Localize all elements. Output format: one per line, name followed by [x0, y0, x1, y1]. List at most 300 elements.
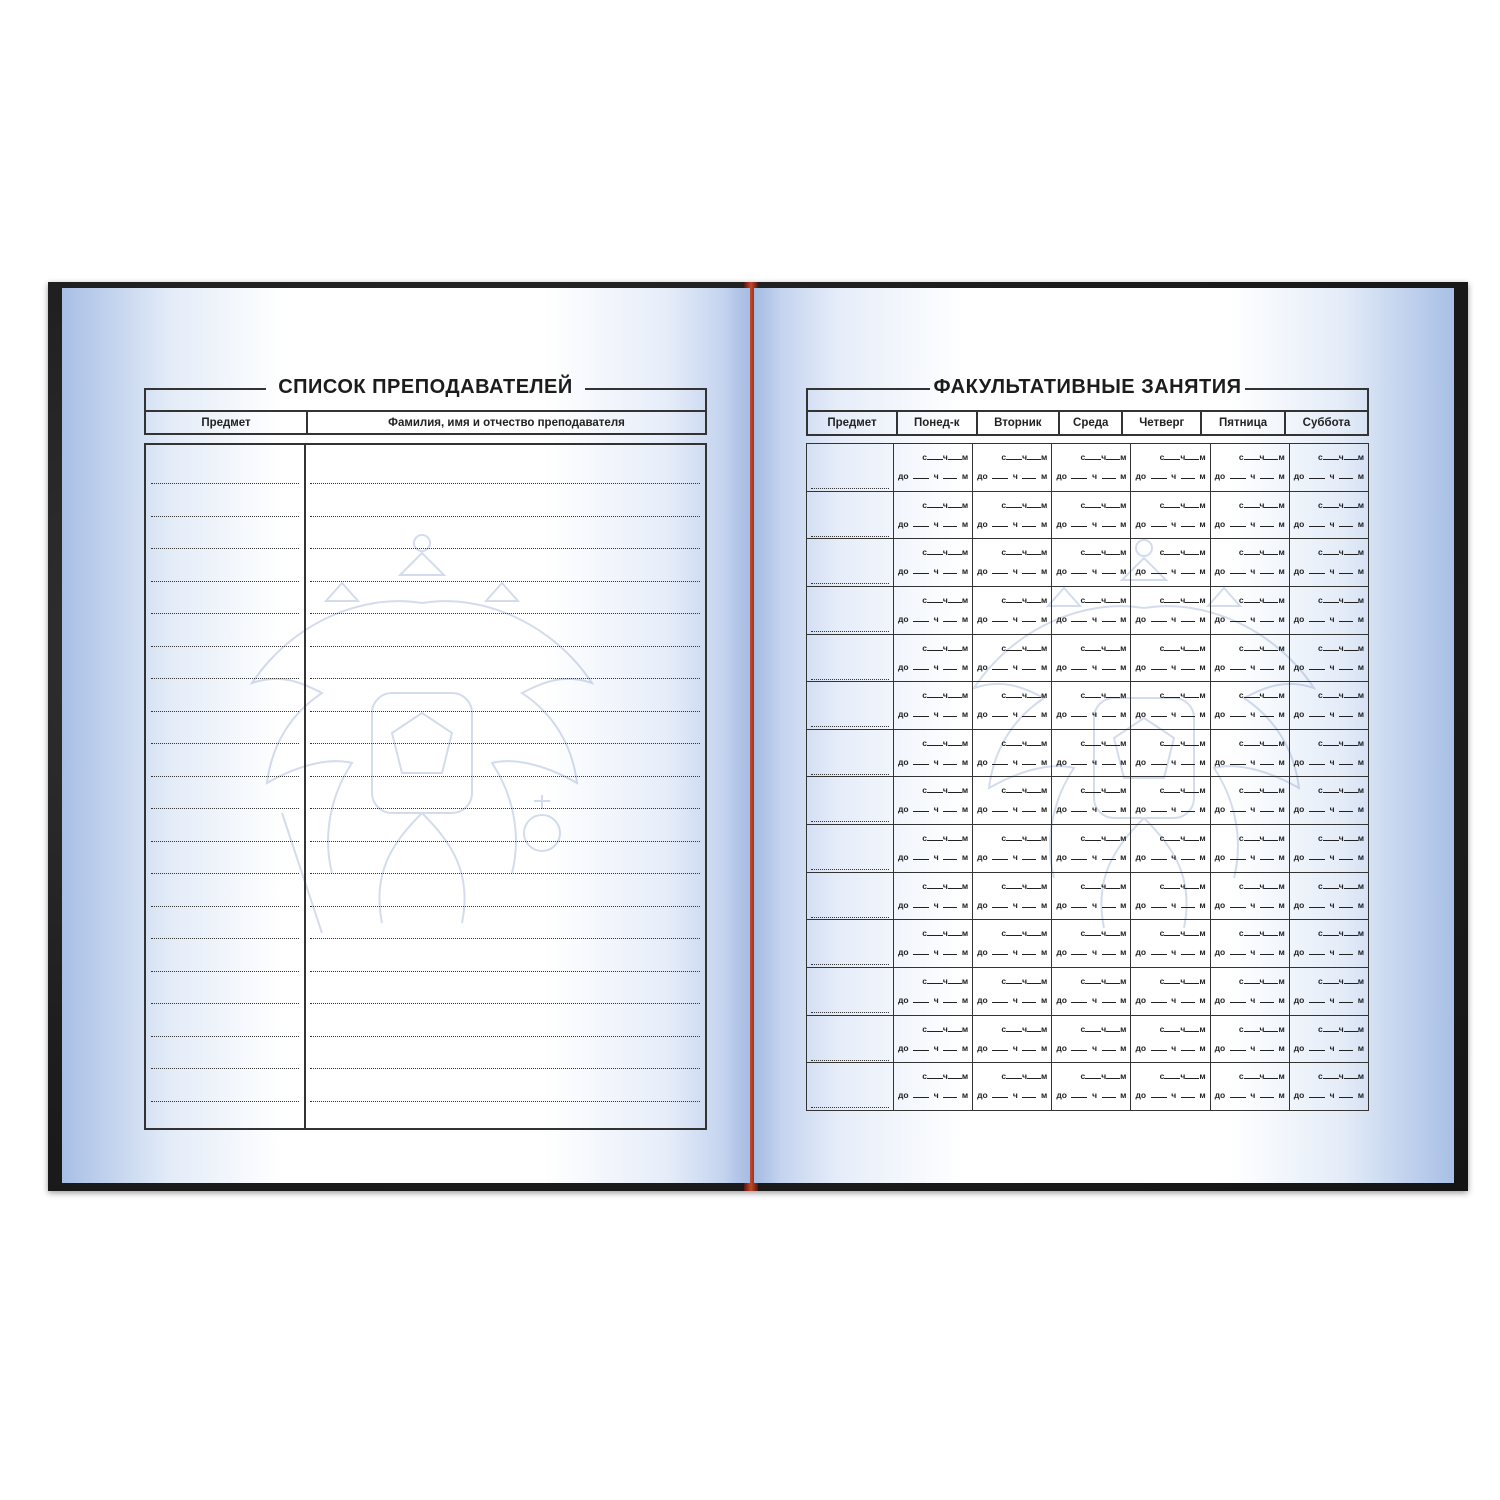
time-slot-cell[interactable]: с ч м до ч м — [1289, 682, 1368, 730]
slot-prefix: до — [977, 471, 988, 481]
slot-prefix: с — [1318, 976, 1323, 987]
slot-prefix: до — [1056, 1042, 1067, 1053]
subject-cell[interactable] — [807, 1063, 894, 1111]
slot-prefix: с — [1238, 499, 1244, 510]
slot-prefix: до — [1293, 709, 1305, 720]
slot-prefix: с — [1238, 452, 1244, 462]
slot-prefix: до — [1293, 1090, 1305, 1101]
subject-cell[interactable] — [807, 586, 894, 634]
slot-prefix: до — [898, 566, 909, 577]
time-slot-cell[interactable]: с ч м до ч м — [1289, 777, 1368, 825]
time-slot-cell[interactable]: с ч м до ч м — [1289, 634, 1368, 682]
time-slot-cell[interactable]: с ч м до ч м — [973, 539, 1052, 587]
time-slot-cell[interactable]: с ч м до ч м — [894, 777, 973, 825]
slot-prefix: с — [1001, 594, 1007, 605]
schedule-row — [807, 872, 1369, 920]
electives-title-frame — [806, 376, 1369, 412]
subject-line[interactable] — [151, 776, 299, 777]
slot-prefix: до — [1293, 566, 1305, 577]
time-slot-cell[interactable]: с ч м до ч м — [1289, 920, 1368, 968]
time-slot-cell[interactable]: с ч м до ч м — [1289, 729, 1368, 777]
slot-prefix: до — [1135, 995, 1147, 1006]
subject-line[interactable] — [151, 1068, 299, 1069]
slot-prefix: до — [977, 518, 988, 529]
subject-line[interactable] — [151, 906, 299, 907]
slot-prefix: с — [1238, 785, 1244, 796]
slot-prefix: с — [1080, 880, 1086, 891]
slot-prefix: до — [1056, 995, 1067, 1006]
time-slot-cell[interactable]: с ч м до ч м — [973, 491, 1052, 539]
slot-prefix: до — [1214, 804, 1226, 815]
time-slot-cell[interactable]: с ч м до ч м — [1289, 825, 1368, 873]
slot-prefix: до — [1293, 947, 1305, 958]
time-slot-cell[interactable]: с ч м до ч м — [973, 729, 1052, 777]
slot-prefix: с — [1159, 976, 1165, 987]
slot-prefix: с — [1238, 976, 1244, 987]
slot-prefix: до — [1135, 471, 1147, 481]
slot-prefix: с — [922, 547, 927, 558]
slot-prefix: до — [977, 661, 988, 672]
time-slot-cell[interactable]: с ч м до ч м — [1289, 1015, 1368, 1063]
time-slot-cell[interactable]: с ч м до ч м — [1131, 872, 1210, 920]
slot-prefix: до — [898, 852, 909, 863]
slot-prefix: с — [1238, 594, 1244, 605]
subject-line[interactable] — [151, 938, 299, 939]
teacher-line[interactable] — [310, 678, 700, 679]
time-slot-cell[interactable]: с ч м до ч м — [1131, 586, 1210, 634]
slot-prefix: до — [1056, 613, 1067, 624]
time-slot-cell[interactable]: с ч м до ч м — [1052, 539, 1131, 587]
time-slot-cell[interactable]: с ч м до ч м — [973, 920, 1052, 968]
time-slot-cell[interactable]: с ч м до ч м — [894, 491, 973, 539]
teacher-line[interactable] — [310, 516, 700, 517]
teacher-line[interactable] — [310, 938, 700, 939]
slot-prefix: с — [1238, 1023, 1244, 1034]
schedule-row — [807, 729, 1369, 777]
slot-prefix: до — [1214, 899, 1226, 910]
slot-prefix: с — [1080, 833, 1086, 844]
slot-prefix: с — [1318, 737, 1323, 748]
teacher-line[interactable] — [310, 743, 700, 744]
schedule-row — [807, 539, 1369, 587]
time-slot-cell[interactable]: с ч м до ч м — [1052, 825, 1131, 873]
slot-prefix: до — [1056, 1090, 1067, 1101]
slot-prefix: до — [1214, 756, 1226, 767]
slot-prefix: до — [1135, 709, 1147, 720]
slot-prefix: до — [898, 661, 909, 672]
subject-line[interactable] — [151, 743, 299, 744]
slot-prefix: до — [1135, 899, 1147, 910]
time-slot-cell[interactable]: с ч м до ч м — [1131, 634, 1210, 682]
slot-prefix: с — [922, 833, 927, 844]
slot-prefix: до — [1135, 661, 1147, 672]
slot-prefix: с — [1001, 928, 1007, 939]
subject-cell[interactable] — [807, 729, 894, 777]
slot-prefix: до — [977, 852, 988, 863]
teacher-line[interactable] — [310, 548, 700, 549]
teacher-line[interactable] — [310, 1036, 700, 1037]
slot-prefix: с — [922, 880, 927, 891]
slot-prefix: до — [977, 804, 988, 815]
slot-prefix: до — [1293, 804, 1305, 815]
time-slot-cell[interactable]: с ч м до ч м — [1131, 920, 1210, 968]
slot-prefix: до — [1293, 756, 1305, 767]
time-slot-cell[interactable]: с ч м до ч м — [1210, 491, 1289, 539]
teachers-title-frame — [144, 376, 707, 412]
slot-prefix: с — [1318, 499, 1323, 510]
schedule-row — [807, 586, 1369, 634]
time-slot-cell[interactable]: с ч м до ч м — [1052, 968, 1131, 1016]
time-slot-cell[interactable]: с ч м до ч м — [1210, 586, 1289, 634]
header-day-sat: Суббота — [1285, 411, 1368, 435]
schedule-row — [807, 444, 1369, 492]
slot-prefix: с — [1159, 642, 1165, 653]
header-teacher-name: Фамилия, имя и отчество преподавателя — [307, 411, 706, 434]
teacher-line[interactable] — [310, 971, 700, 972]
slot-prefix: с — [1318, 690, 1323, 701]
subject-line[interactable] — [151, 711, 299, 712]
time-slot-cell[interactable]: с ч м до ч м — [1052, 1015, 1131, 1063]
time-slot-cell[interactable]: с ч м до ч м — [973, 825, 1052, 873]
slot-prefix: с — [1080, 976, 1086, 987]
time-slot-cell[interactable]: с ч м до ч м — [1131, 682, 1210, 730]
subject-line[interactable] — [151, 1036, 299, 1037]
slot-prefix: с — [1001, 642, 1007, 653]
time-slot-cell[interactable]: с ч м до ч м — [1210, 444, 1289, 492]
slot-prefix: с — [1318, 642, 1323, 653]
slot-prefix: с — [1080, 642, 1086, 653]
slot-prefix: до — [898, 756, 909, 767]
schedule-row — [807, 1063, 1369, 1111]
slot-prefix: до — [1214, 947, 1226, 958]
time-slot-cell[interactable]: с ч м до ч м — [1052, 682, 1131, 730]
time-slot-cell[interactable]: с ч м до ч м — [894, 825, 973, 873]
slot-prefix: до — [1293, 613, 1305, 624]
slot-prefix: с — [922, 928, 927, 939]
slot-prefix: с — [1238, 737, 1244, 748]
subject-line[interactable] — [151, 483, 299, 484]
subject-cell[interactable] — [807, 682, 894, 730]
subject-line[interactable] — [151, 1101, 299, 1102]
time-slot-cell[interactable]: с ч м до ч м — [973, 586, 1052, 634]
slot-prefix: до — [1056, 899, 1067, 910]
slot-prefix: с — [1001, 499, 1007, 510]
slot-prefix: до — [898, 1042, 909, 1053]
time-slot-cell[interactable]: с ч м до ч м — [973, 1015, 1052, 1063]
slot-prefix: с — [1318, 547, 1323, 558]
slot-prefix: с — [922, 690, 927, 701]
slot-prefix: с — [922, 642, 927, 653]
teacher-line[interactable] — [310, 711, 700, 712]
slot-prefix: с — [1159, 547, 1165, 558]
time-slot-cell[interactable]: с ч м до ч м — [1210, 1063, 1289, 1111]
slot-prefix: до — [1214, 518, 1226, 529]
slot-prefix: до — [1214, 1042, 1226, 1053]
schedule-row — [807, 1015, 1369, 1063]
time-slot-cell[interactable]: с ч м до ч м — [1210, 634, 1289, 682]
slot-prefix: с — [922, 785, 927, 796]
slot-prefix: с — [1001, 1071, 1007, 1082]
header-subject: Предмет — [807, 411, 897, 435]
schedule-row — [807, 825, 1369, 873]
subject-line[interactable] — [151, 1003, 299, 1004]
slot-prefix: до — [977, 947, 988, 958]
slot-prefix: с — [1238, 547, 1244, 558]
slot-prefix: с — [1080, 499, 1086, 510]
time-slot-cell[interactable]: с ч м до ч м — [1289, 968, 1368, 1016]
subject-cell[interactable] — [807, 634, 894, 682]
slot-prefix: с — [1001, 547, 1007, 558]
teacher-line[interactable] — [310, 1003, 700, 1004]
teacher-line[interactable] — [310, 1068, 700, 1069]
slot-prefix: до — [1135, 852, 1147, 863]
slot-prefix: с — [1080, 785, 1086, 796]
slot-prefix: с — [1080, 737, 1086, 748]
subject-line[interactable] — [151, 873, 299, 874]
time-slot-cell[interactable]: с ч м до ч м — [894, 539, 973, 587]
subject-cell[interactable] — [807, 825, 894, 873]
slot-prefix: до — [1214, 995, 1226, 1006]
slot-prefix: с — [1318, 928, 1323, 939]
time-slot-cell[interactable]: с ч м до ч м — [1210, 729, 1289, 777]
time-slot-cell[interactable]: с ч м до ч м — [1210, 825, 1289, 873]
slot-prefix: с — [1080, 690, 1086, 701]
time-slot-cell[interactable]: с ч м до ч м — [1210, 539, 1289, 587]
slot-prefix: до — [1135, 756, 1147, 767]
slot-prefix: до — [1056, 804, 1067, 815]
schedule-row — [807, 634, 1369, 682]
time-slot-cell[interactable]: с ч м до ч м — [894, 872, 973, 920]
slot-prefix: до — [1056, 518, 1067, 529]
slot-prefix: до — [977, 1090, 988, 1101]
time-slot-cell[interactable]: с ч м до ч м — [1052, 729, 1131, 777]
time-slot-cell[interactable]: с ч м до ч м — [1052, 872, 1131, 920]
slot-prefix: с — [1318, 833, 1323, 844]
slot-prefix: до — [1293, 852, 1305, 863]
schedule-row — [807, 968, 1369, 1016]
time-slot-cell[interactable]: с ч м до ч м — [1131, 825, 1210, 873]
time-slot-cell[interactable]: с ч м до ч м — [1052, 634, 1131, 682]
time-slot-cell[interactable]: с ч м до ч м — [1289, 491, 1368, 539]
slot-prefix: до — [1214, 1090, 1226, 1101]
teacher-line[interactable] — [310, 613, 700, 614]
time-slot-cell[interactable]: с ч м до ч м — [1131, 968, 1210, 1016]
slot-prefix: с — [1318, 1071, 1323, 1082]
subject-line[interactable] — [151, 808, 299, 809]
slot-prefix: с — [1080, 547, 1086, 558]
time-slot-cell[interactable]: с ч м до ч м — [1052, 444, 1131, 492]
time-slot-cell[interactable]: с ч м до ч м — [1210, 968, 1289, 1016]
slot-prefix: с — [1159, 785, 1165, 796]
slot-prefix: с — [1001, 880, 1007, 891]
slot-prefix: с — [1159, 880, 1165, 891]
teachers-table — [144, 443, 707, 1130]
column-divider — [304, 445, 306, 1128]
slot-prefix: с — [1001, 737, 1007, 748]
time-slot-cell[interactable]: с ч м до ч м — [973, 872, 1052, 920]
time-slot-cell[interactable]: с ч м до ч м — [1131, 444, 1210, 492]
schedule-row — [807, 682, 1369, 730]
time-slot-cell[interactable]: с ч м до ч м — [1131, 1015, 1210, 1063]
time-slot-cell[interactable]: с ч м до ч м — [894, 729, 973, 777]
time-slot-cell[interactable]: с ч м до ч м — [894, 634, 973, 682]
time-slot-cell[interactable]: с ч м до ч м — [973, 968, 1052, 1016]
time-slot-cell[interactable]: с ч м до ч м — [1210, 872, 1289, 920]
teacher-line[interactable] — [310, 581, 700, 582]
slot-prefix: до — [1214, 709, 1226, 720]
slot-prefix: до — [1135, 1042, 1147, 1053]
teacher-line[interactable] — [310, 873, 700, 874]
slot-prefix: с — [1080, 594, 1086, 605]
header-day-tue: Вторник — [977, 411, 1060, 435]
time-slot-cell[interactable]: с ч м до ч м — [894, 444, 973, 492]
teachers-header — [144, 410, 707, 435]
slot-prefix: до — [1056, 566, 1067, 577]
subject-cell[interactable] — [807, 444, 894, 492]
slot-prefix: с — [1238, 690, 1244, 701]
slot-prefix: до — [1056, 852, 1067, 863]
subject-cell[interactable] — [807, 777, 894, 825]
slot-prefix: до — [898, 899, 909, 910]
time-slot-cell[interactable]: с ч м до ч м — [1052, 920, 1131, 968]
slot-prefix: до — [977, 995, 988, 1006]
slot-prefix: до — [977, 566, 988, 577]
slot-prefix: до — [898, 471, 909, 481]
slot-prefix: с — [1001, 833, 1007, 844]
time-slot-cell[interactable]: с ч м до ч м — [1131, 777, 1210, 825]
slot-prefix: с — [1001, 976, 1007, 987]
time-slot-cell[interactable]: с ч м до ч м — [1052, 777, 1131, 825]
slot-prefix: до — [898, 947, 909, 958]
slot-prefix: с — [1159, 690, 1165, 701]
subject-line[interactable] — [151, 581, 299, 582]
slot-prefix: с — [1159, 1071, 1165, 1082]
subject-cell[interactable] — [807, 491, 894, 539]
time-slot-cell[interactable]: с ч м до ч м — [894, 682, 973, 730]
slot-prefix: с — [922, 1071, 927, 1082]
slot-prefix: до — [1293, 661, 1305, 672]
time-slot-cell[interactable]: с ч м до ч м — [894, 968, 973, 1016]
slot-prefix: с — [1080, 1071, 1086, 1082]
slot-prefix: до — [1293, 899, 1305, 910]
slot-prefix: до — [1056, 471, 1067, 481]
subject-line[interactable] — [151, 971, 299, 972]
time-slot-cell[interactable]: с ч м до ч м — [1210, 777, 1289, 825]
time-slot-cell[interactable]: с ч м до ч м — [1052, 586, 1131, 634]
slot-prefix: с — [922, 499, 927, 510]
time-slot-cell[interactable]: с ч м до ч м — [1210, 682, 1289, 730]
time-slot-cell[interactable]: с ч м до ч м — [1289, 539, 1368, 587]
slot-prefix: до — [1293, 471, 1305, 481]
electives-title: ФАКУЛЬТАТИВНЫЕ ЗАНЯТИЯ — [933, 376, 1242, 398]
time-slot-cell[interactable]: с ч м до ч м — [1131, 539, 1210, 587]
slot-prefix: до — [977, 613, 988, 624]
teacher-line[interactable] — [310, 1101, 700, 1102]
teacher-line[interactable] — [310, 906, 700, 907]
slot-prefix: с — [1080, 1023, 1086, 1034]
slot-prefix: с — [1080, 928, 1086, 939]
slot-prefix: с — [1159, 833, 1165, 844]
header-day-fri: Пятница — [1201, 411, 1285, 435]
time-slot-cell[interactable]: с ч м до ч м — [1131, 1063, 1210, 1111]
time-slot-cell[interactable]: с ч м до ч м — [1289, 872, 1368, 920]
teachers-title: СПИСОК ПРЕПОДАВАТЕЛЕЙ — [278, 376, 573, 398]
slot-prefix: с — [1159, 928, 1165, 939]
time-slot-cell[interactable]: с ч м до ч м — [973, 777, 1052, 825]
time-slot-cell[interactable]: с ч м до ч м — [894, 586, 973, 634]
time-slot-cell[interactable]: с ч м до ч м — [1289, 1063, 1368, 1111]
time-slot-cell[interactable]: с ч м до ч м — [1289, 586, 1368, 634]
time-slot-cell[interactable]: с ч м до ч м — [894, 920, 973, 968]
teacher-line[interactable] — [310, 776, 700, 777]
time-slot-cell[interactable]: с ч м до ч м — [1052, 1063, 1131, 1111]
time-slot-cell[interactable]: с ч м до ч м — [1210, 1015, 1289, 1063]
slot-prefix: с — [1001, 452, 1007, 462]
slot-prefix: до — [1135, 804, 1147, 815]
slot-prefix: до — [977, 1042, 988, 1053]
time-slot-cell[interactable]: с ч м до ч м — [973, 682, 1052, 730]
time-slot-cell[interactable]: с ч м до ч м — [1210, 920, 1289, 968]
slot-prefix: до — [977, 709, 988, 720]
slot-prefix: с — [1001, 785, 1007, 796]
time-slot-cell[interactable]: с ч м до ч м — [973, 444, 1052, 492]
slot-prefix: с — [1318, 785, 1323, 796]
teacher-line[interactable] — [310, 841, 700, 842]
teacher-line[interactable] — [310, 646, 700, 647]
time-slot-cell[interactable]: с ч м до ч м — [1289, 444, 1368, 492]
subject-line[interactable] — [151, 516, 299, 517]
slot-prefix: с — [1318, 594, 1323, 605]
subject-line[interactable] — [151, 841, 299, 842]
slot-prefix: до — [1214, 613, 1226, 624]
header-day-wed: Среда — [1059, 411, 1122, 435]
slot-prefix: до — [1214, 471, 1226, 481]
time-slot-cell[interactable]: с ч м до ч м — [973, 1063, 1052, 1111]
slot-prefix: с — [1159, 1023, 1165, 1034]
teacher-line[interactable] — [310, 483, 700, 484]
subject-cell[interactable] — [807, 539, 894, 587]
teacher-line[interactable] — [310, 808, 700, 809]
slot-prefix: с — [922, 1023, 927, 1034]
schedule-row — [807, 920, 1369, 968]
time-slot-cell[interactable]: с ч м до ч м — [894, 1063, 973, 1111]
subject-cell[interactable] — [807, 968, 894, 1016]
time-slot-cell[interactable]: с ч м до ч м — [973, 634, 1052, 682]
time-slot-cell[interactable]: с ч м до ч м — [1131, 729, 1210, 777]
slot-prefix: до — [898, 1090, 909, 1101]
subject-line[interactable] — [151, 613, 299, 614]
time-slot-cell[interactable]: с ч м до ч м — [894, 1015, 973, 1063]
subject-line[interactable] — [151, 646, 299, 647]
slot-prefix: до — [1214, 661, 1226, 672]
subject-cell[interactable] — [807, 920, 894, 968]
subject-cell[interactable] — [807, 872, 894, 920]
subject-line[interactable] — [151, 548, 299, 549]
time-slot-cell[interactable]: с ч м до ч м — [1052, 491, 1131, 539]
electives-header — [806, 410, 1369, 436]
subject-cell[interactable] — [807, 1015, 894, 1063]
slot-prefix: до — [1056, 709, 1067, 720]
time-slot-cell[interactable]: с ч м до ч м — [1131, 491, 1210, 539]
slot-prefix: с — [922, 594, 927, 605]
slot-prefix: с — [1238, 833, 1244, 844]
subject-line[interactable] — [151, 678, 299, 679]
slot-prefix: до — [1293, 995, 1305, 1006]
slot-prefix: с — [1001, 1023, 1007, 1034]
slot-prefix: до — [977, 756, 988, 767]
slot-prefix: с — [922, 737, 927, 748]
schedule-row — [807, 777, 1369, 825]
